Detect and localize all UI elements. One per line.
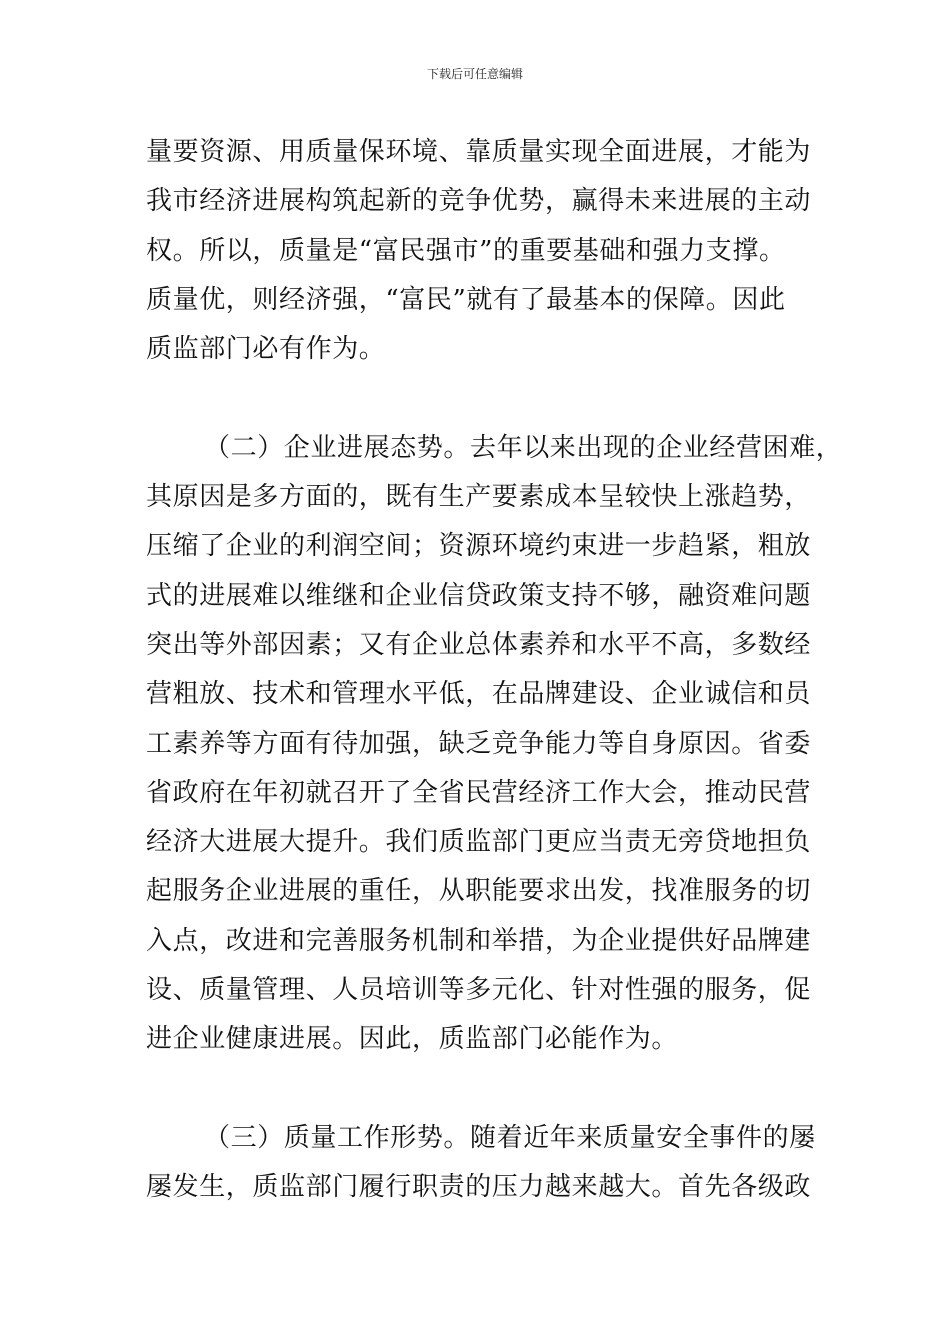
text-line: 设、质量管理、人员培训等多元化、针对性强的服务，促 bbox=[146, 975, 812, 1006]
page-header: 下载后可任意编辑 bbox=[426, 67, 523, 81]
text-line: 工素养等方面有待加强，缺乏竞争能力等自身原因。省委 bbox=[146, 728, 812, 759]
text-line: 省政府在年初就召开了全省民营经济工作大会，推动民营 bbox=[146, 777, 812, 808]
text-line: 营粗放、技术和管理水平低，在品牌建设、企业诚信和员 bbox=[146, 679, 812, 710]
text-line: （三）质量工作形势。随着近年来质量安全事件的屡 bbox=[204, 1122, 816, 1153]
text-line: 质量优，则经济强，“富民”就有了最基本的保障。因此 bbox=[146, 284, 786, 315]
paragraph-spacer bbox=[146, 374, 822, 423]
text-line: 压缩了企业的利润空间；资源环境约束进一步趋紧，粗放 bbox=[146, 531, 812, 562]
text-line: 其原因是多方面的，既有生产要素成本呈较快上涨趋势， bbox=[146, 482, 812, 513]
paragraph-spacer bbox=[146, 1065, 822, 1114]
text-line: 权。所以，质量是“富民强市”的重要基础和强力支撑。 bbox=[146, 235, 786, 266]
text-line: 量要资源、用质量保环境、靠质量实现全面进展，才能为 bbox=[146, 137, 812, 167]
text-line: 进企业健康进展。因此，质监部门必能作为。 bbox=[146, 1024, 679, 1055]
paragraph-1 bbox=[146, 128, 822, 374]
text-line: 质监部门必有作为。 bbox=[146, 334, 386, 365]
document-body bbox=[146, 128, 843, 1213]
paragraph-3 bbox=[146, 1114, 822, 1213]
text-line: 突出等外部因素；又有企业总体素养和水平不高，多数经 bbox=[146, 629, 812, 660]
text-line: （二）企业进展态势。去年以来出现的企业经营困难， bbox=[204, 432, 843, 463]
text-line: 屡发生，质监部门履行职责的压力越来越大。首先各级政 bbox=[146, 1172, 812, 1203]
text-line: 起服务企业进展的重任，从职能要求出发，找准服务的切 bbox=[146, 876, 812, 907]
text-line: 入点，改进和完善服务机制和举措，为企业提供好品牌建 bbox=[146, 925, 812, 956]
text-line: 经济大进展大提升。我们质监部门更应当责无旁贷地担负 bbox=[146, 827, 812, 858]
text-line: 式的进展难以维继和企业信贷政策支持不够，融资难问题 bbox=[146, 580, 812, 611]
text-line: 我市经济进展构筑起新的竞争优势，赢得未来进展的主动 bbox=[146, 186, 812, 217]
paragraph-2 bbox=[146, 424, 843, 1065]
